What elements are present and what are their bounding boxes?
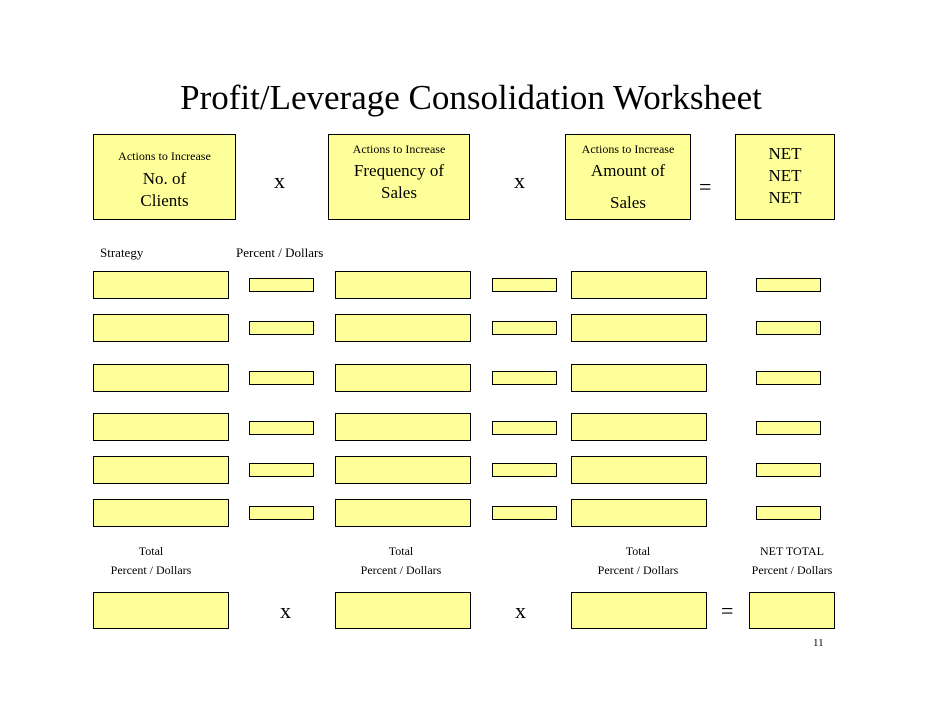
strategy-label: Strategy: [100, 245, 144, 260]
total-multiply-1: x: [280, 598, 291, 623]
total-equals: =: [721, 598, 734, 623]
header-frequency-line2: Sales: [381, 183, 417, 202]
strategy-input-clients[interactable]: [93, 456, 229, 484]
page-title: Profit/Leverage Consolidation Worksheet: [180, 78, 762, 117]
strategy-input-amount[interactable]: [571, 364, 707, 392]
header-frequency-small: Actions to Increase: [352, 142, 446, 156]
net-input[interactable]: [756, 278, 821, 292]
percent-input-frequency[interactable]: [492, 463, 557, 477]
header-box-amount: [565, 134, 691, 220]
header-net-line2: NET: [768, 166, 802, 185]
strategy-input-clients[interactable]: [93, 499, 229, 527]
total-label-clients: [76, 542, 226, 580]
header-box-clients: [93, 134, 236, 220]
percent-input-clients[interactable]: [249, 321, 314, 335]
header-multiply-1: x: [274, 168, 285, 193]
header-net-line3: NET: [768, 188, 802, 207]
strategy-input-clients[interactable]: [93, 271, 229, 299]
total-input-amount[interactable]: [571, 592, 707, 629]
percent-input-clients[interactable]: [249, 278, 314, 292]
total-amount-line2: Percent / Dollars: [597, 563, 679, 577]
percent-input-frequency[interactable]: [492, 506, 557, 520]
header-amount-line1: Amount of: [590, 161, 666, 180]
strategy-input-frequency[interactable]: [335, 314, 471, 342]
strategy-input-frequency[interactable]: [335, 456, 471, 484]
total-input-frequency[interactable]: [335, 592, 471, 629]
header-box-frequency: [328, 134, 470, 220]
strategy-input-frequency[interactable]: [335, 271, 471, 299]
total-clients-line1: Total: [138, 544, 164, 558]
header-clients-line1: No. of: [142, 169, 187, 188]
percent-input-clients[interactable]: [249, 421, 314, 435]
percent-input-frequency[interactable]: [492, 421, 557, 435]
percent-input-clients[interactable]: [249, 371, 314, 385]
total-label-frequency: [326, 542, 476, 580]
page-number: 11: [813, 637, 824, 649]
strategy-input-amount[interactable]: [571, 499, 707, 527]
strategy-input-clients[interactable]: [93, 413, 229, 441]
strategy-input-amount[interactable]: [571, 456, 707, 484]
strategy-input-amount[interactable]: [571, 271, 707, 299]
net-input[interactable]: [756, 321, 821, 335]
net-input[interactable]: [756, 421, 821, 435]
percent-input-clients[interactable]: [249, 506, 314, 520]
header-box-net: [735, 134, 835, 220]
total-frequency-line1: Total: [388, 544, 414, 558]
percent-input-frequency[interactable]: [492, 278, 557, 292]
percent-input-frequency[interactable]: [492, 371, 557, 385]
header-clients-small: Actions to Increase: [118, 149, 211, 163]
strategy-input-clients[interactable]: [93, 364, 229, 392]
header-equals: =: [699, 174, 712, 199]
net-input[interactable]: [756, 506, 821, 520]
net-total-input[interactable]: [749, 592, 835, 629]
total-label-amount: [563, 542, 713, 580]
percent-input-clients[interactable]: [249, 463, 314, 477]
header-clients-line2: Clients: [140, 191, 189, 210]
strategy-input-frequency[interactable]: [335, 364, 471, 392]
strategy-input-frequency[interactable]: [335, 499, 471, 527]
header-multiply-2: x: [514, 168, 525, 193]
header-net-line1: NET: [768, 144, 802, 163]
strategy-input-frequency[interactable]: [335, 413, 471, 441]
total-amount-line1: Total: [625, 544, 651, 558]
header-frequency-line1: Frequency of: [353, 161, 445, 180]
net-input[interactable]: [756, 371, 821, 385]
strategy-input-amount[interactable]: [571, 314, 707, 342]
total-input-clients[interactable]: [93, 592, 229, 629]
strategy-input-amount[interactable]: [571, 413, 707, 441]
header-amount-small: Actions to Increase: [581, 142, 675, 156]
total-net-line1: NET TOTAL: [759, 544, 825, 558]
net-input[interactable]: [756, 463, 821, 477]
strategy-input-clients[interactable]: [93, 314, 229, 342]
percent-dollars-label: Percent / Dollars: [236, 245, 324, 260]
total-frequency-line2: Percent / Dollars: [360, 563, 442, 577]
percent-input-frequency[interactable]: [492, 321, 557, 335]
total-label-net: [717, 542, 867, 580]
header-amount-line2: Sales: [610, 193, 646, 212]
total-multiply-2: x: [515, 598, 526, 623]
total-clients-line2: Percent / Dollars: [110, 563, 192, 577]
total-net-line2: Percent / Dollars: [751, 563, 833, 577]
